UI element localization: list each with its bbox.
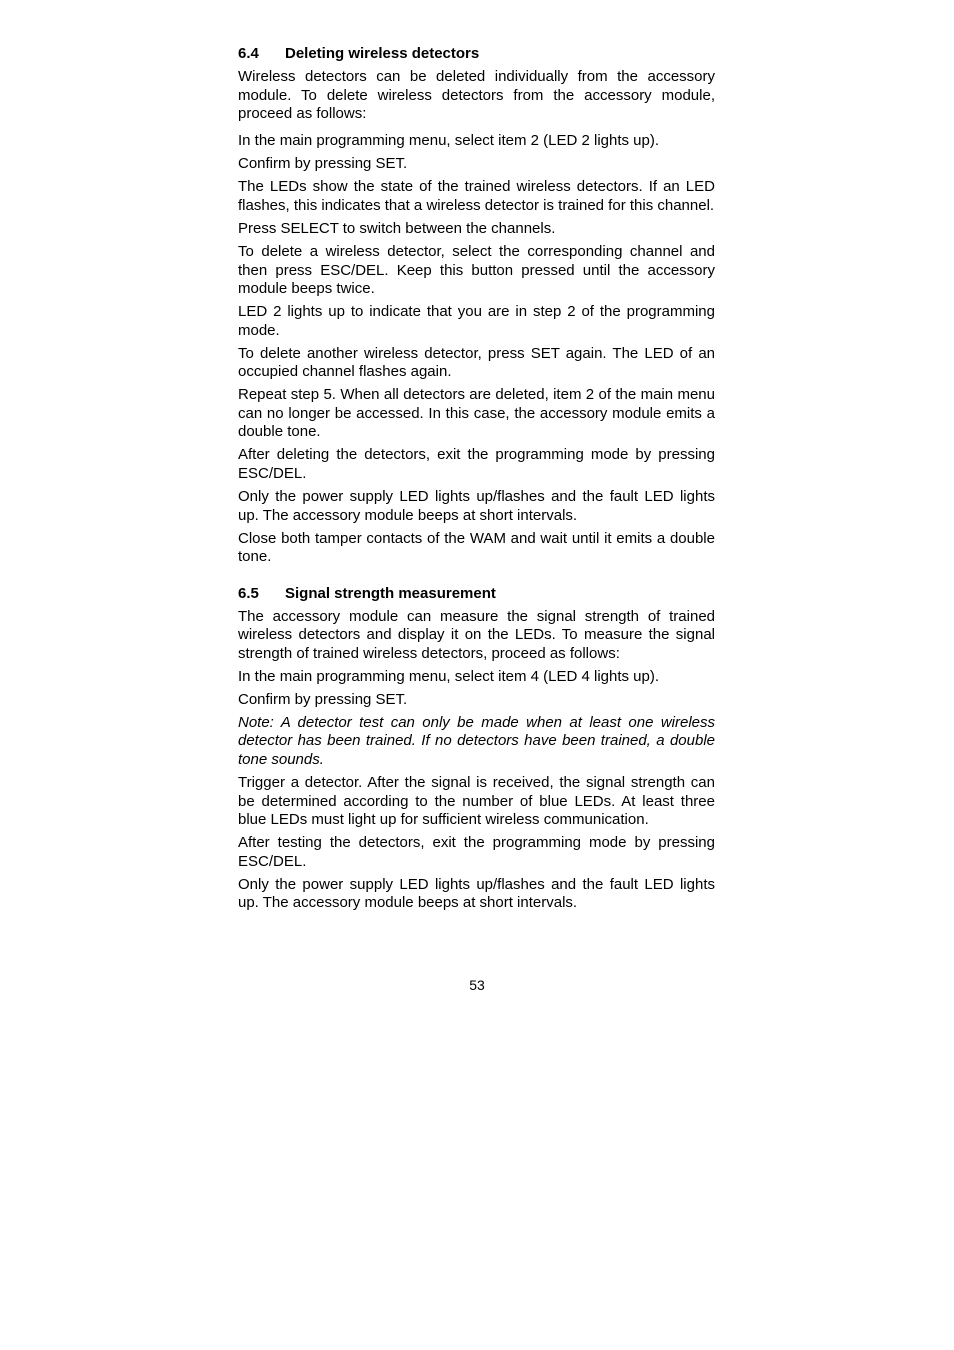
paragraph: After deleting the detectors, exit the programming mode by pressing ESC/DEL. xyxy=(238,446,715,482)
section-heading-6-4 xyxy=(238,44,715,63)
paragraph: Wireless detectors can be deleted individually from the accessory module. To delete wireless detectors from the accessory module, proceed as follows: xyxy=(238,68,715,123)
paragraph: Only the power supply LED lights up/flashes and the fault LED lights up. The accessory module beeps at short intervals. xyxy=(238,875,715,912)
note-paragraph: Note: A detector test can only be made when at least one wireless detector has been trained. If no detectors have been trained, a double tone sounds. xyxy=(238,713,715,769)
section-heading-6-5 xyxy=(238,584,715,603)
paragraph: In the main programming menu, select item 4 (LED 4 lights up). xyxy=(238,667,660,685)
document-body xyxy=(238,44,715,917)
paragraph: Trigger a detector. After the signal is received, the signal strength can be determined according to the number of blue LEDs. At least three blue LEDs must light up for sufficient wireless communication. xyxy=(238,774,715,829)
section-title: Deleting wireless detectors xyxy=(285,45,480,62)
paragraph: To delete another wireless detector, press SET again. The LED of an occupied channel flashes again. xyxy=(238,344,715,381)
paragraph: The LEDs show the state of the trained wireless detectors. If an LED flashes, this indicates that a wireless detector is trained for this channel. xyxy=(238,178,715,214)
section-title: Signal strength measurement xyxy=(285,584,496,602)
paragraph: Only the power supply LED lights up/flashes and the fault LED lights up. The accessory module beeps at short intervals. xyxy=(238,487,715,524)
paragraph: The accessory module can measure the signal strength of trained wireless detectors and display it on the LEDs. To measure the signal strength of trained wireless detectors, proceed as follows: xyxy=(238,607,715,662)
paragraph: LED 2 lights up to indicate that you are in step 2 of the programming mode. xyxy=(238,303,715,339)
paragraph: Confirm by pressing SET. xyxy=(238,155,408,173)
paragraph: Confirm by pressing SET. xyxy=(238,690,408,708)
page-number: 53 xyxy=(469,977,485,993)
paragraph: In the main programming menu, select item 2 (LED 2 lights up). xyxy=(238,132,660,150)
paragraph: To delete a wireless detector, select the corresponding channel and then press ESC/DEL. Keep this button pressed until the accessory module beeps twice. xyxy=(238,242,715,298)
section-number: 6.5 xyxy=(238,584,259,602)
paragraph: Repeat step 5. When all detectors are deleted, item 2 of the main menu can no longer be accessed. In this case, the accessory module emits a double tone. xyxy=(238,386,715,441)
paragraph: After testing the detectors, exit the programming mode by pressing ESC/DEL. xyxy=(238,834,715,870)
paragraph: Close both tamper contacts of the WAM and wait until it emits a double tone. xyxy=(238,529,715,566)
section-number: 6.4 xyxy=(238,45,259,62)
paragraph: Press SELECT to switch between the channels. xyxy=(238,219,556,237)
